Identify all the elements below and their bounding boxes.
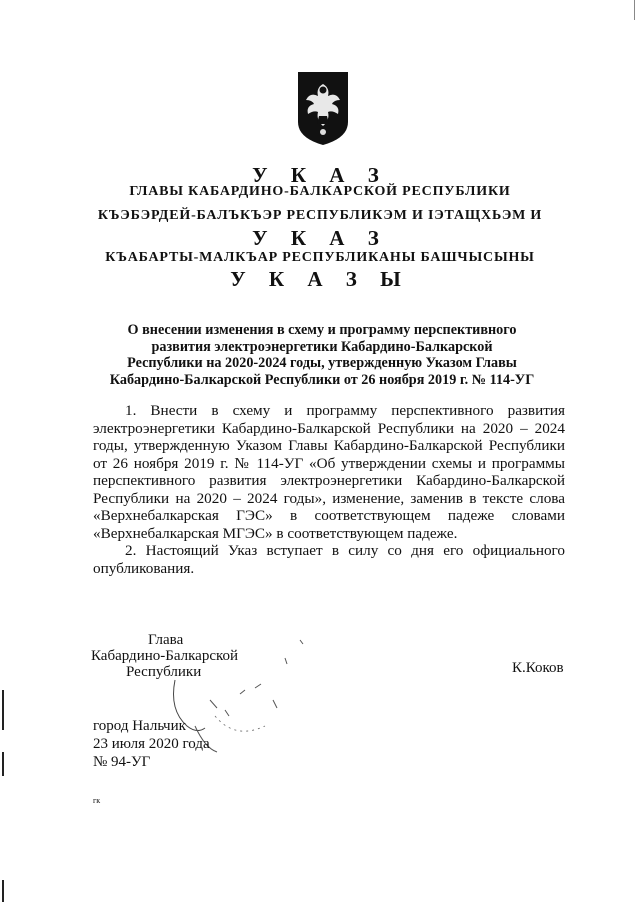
paragraph-1-line: электроэнергетики Кабардино-Балкарской Республики на 2020 – 2024 bbox=[93, 419, 565, 437]
title-line: развития электроэнергетики Кабардино-Балкарской bbox=[151, 338, 493, 355]
decree-heading-kabardian: У К А З bbox=[252, 226, 388, 250]
decree-number: № 94-УГ bbox=[93, 754, 151, 770]
coat-of-arms-emblem bbox=[296, 70, 350, 146]
preparer-initials: гк bbox=[93, 796, 101, 805]
paragraph-1-line: перспективного развития электроэнергетики Кабардино-Балкарской bbox=[93, 472, 565, 489]
paragraph-1-line: «Верхнебалкарская МГЭС» в соответствующем падеже. bbox=[93, 524, 458, 542]
paragraph-1-line: годы, утвержденную Указом Главы Кабардино-Балкарской Республики bbox=[93, 437, 565, 454]
signatory-position-line-1: Глава bbox=[148, 632, 184, 648]
paragraph-1-line: 1. Внести в схему и программу перспективного развития bbox=[125, 402, 565, 419]
decree-heading-balkar: У К А З Ы bbox=[230, 267, 410, 291]
issuer-line-russian: ГЛАВЫ КАБАРДИНО-БАЛКАРСКОЙ РЕСПУБЛИКИ bbox=[129, 184, 511, 199]
paragraph-1-line: «Верхнебалкарская ГЭС» в соответствующем падеже словами bbox=[93, 507, 565, 524]
decree-body bbox=[93, 402, 565, 577]
issue-date: 23 июля 2020 года bbox=[93, 736, 210, 752]
signatory-position-line-3: Республики bbox=[126, 664, 202, 680]
signatory-position-line-2: Кабардино-Балкарской bbox=[91, 648, 239, 664]
title-line: Кабардино-Балкарской Республики от 26 ноября 2019 г. № 114-УГ bbox=[109, 371, 535, 388]
scan-edge-mark bbox=[2, 690, 4, 730]
title-line: Республики на 2020-2024 годы, утвержденную Указом Главы bbox=[127, 355, 517, 372]
signatory-name: К.Коков bbox=[512, 660, 564, 676]
title-line: О внесении изменения в схему и программу перспективного bbox=[127, 322, 517, 338]
scan-edge-mark bbox=[2, 880, 4, 902]
paragraph-1-line: Республики на 2020 – 2024 годы», изменение, заменив в тексте слова bbox=[93, 489, 565, 507]
paragraph-2-line: опубликования. bbox=[93, 559, 195, 577]
issuer-line-balkar: КЪАБАРТЫ-МАЛКЪАР РЕСПУБЛИКАНЫ БАШЧЫСЫНЫ bbox=[105, 250, 535, 265]
issue-city: город Нальчик bbox=[93, 718, 186, 734]
scan-edge-mark bbox=[2, 752, 4, 776]
decree-title bbox=[96, 322, 548, 388]
decree-heading: У К А З bbox=[252, 163, 388, 187]
issuer-line-kabardian: КЪЭБЭРДЕЙ-БАЛЪКЪЭР РЕСПУБЛИКЭМ И ІЭТАЩХЬЭМ И bbox=[97, 208, 543, 223]
paragraph-1-line: от 26 ноября 2019 г. № 114-УГ «Об утверждении схемы и программы bbox=[93, 454, 565, 472]
paragraph-2-line: 2. Настоящий Указ вступает в силу со дня его официального bbox=[125, 542, 565, 559]
scan-edge-mark bbox=[634, 0, 635, 20]
